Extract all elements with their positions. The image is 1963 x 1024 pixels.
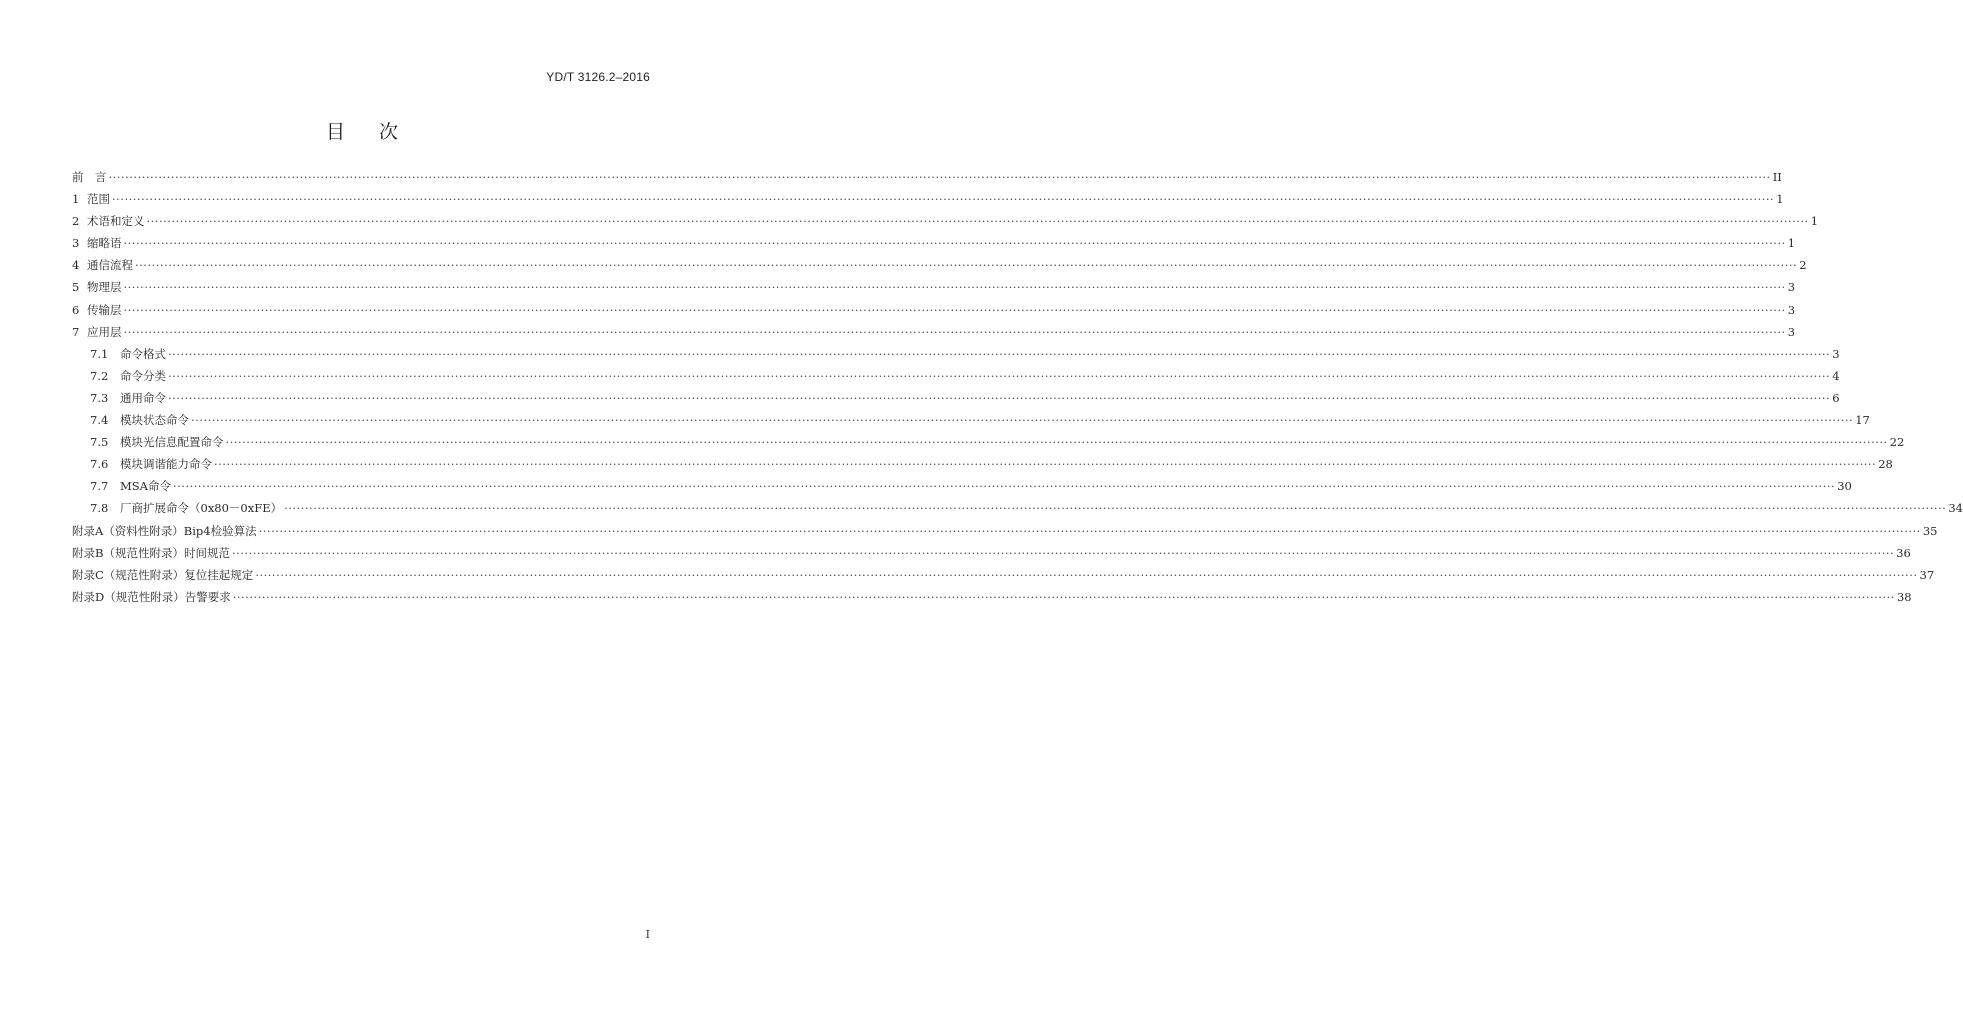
toc-entry-number: 1	[72, 192, 80, 207]
toc-entry-page: 2	[1799, 258, 1807, 273]
toc-entry-number: 7.8	[90, 501, 109, 516]
toc-entry-page: 1	[1787, 236, 1796, 251]
toc-entry-label: 模块光信息配置命令	[120, 435, 224, 450]
toc-entry[interactable]	[72, 299, 1796, 321]
toc-entry-page: 1	[1810, 214, 1819, 229]
toc-entry[interactable]	[72, 343, 1840, 365]
toc-entry[interactable]	[72, 210, 1819, 232]
toc-entry-number: 4	[72, 258, 80, 273]
toc-entry[interactable]	[72, 166, 1782, 188]
toc-entry-label: 前 言	[72, 170, 107, 184]
toc-entry-label: 附录B（规范性附录）时间规范	[72, 545, 230, 560]
toc-leader-dots: ················································································································································································································································································································································································································	[146, 214, 1809, 229]
toc-entry-page: 6	[1832, 390, 1840, 405]
toc-entry-page: II	[1772, 170, 1782, 184]
toc-leader-dots: ················································································································································································································································································································································································································	[123, 280, 1786, 295]
toc-entry-label: 附录C（规范性附录）复位挂起规定	[72, 567, 254, 582]
toc-entry-number: 7.7	[90, 479, 109, 494]
toc-entry-number: 6	[72, 302, 80, 317]
toc-entry-page: 36	[1896, 545, 1911, 560]
toc-entry-page: 3	[1787, 324, 1796, 339]
toc-entry-label: 术语和定义	[87, 214, 145, 229]
toc-entry-page: 38	[1896, 589, 1912, 604]
table-of-contents	[72, 166, 1963, 608]
toc-entry-number: 7.1	[90, 346, 109, 361]
toc-entry[interactable]	[72, 564, 1935, 586]
toc-entry-page: 17	[1855, 413, 1870, 428]
toc-leader-dots: ················································································································································································································································································································································································································	[108, 170, 1771, 184]
toc-entry-label: 附录A（资料性附录）Bip4检验算法	[72, 523, 257, 538]
toc-entry-page: 30	[1837, 479, 1852, 494]
toc-entry-page: 3	[1787, 280, 1796, 295]
toc-entry-page: 34	[1948, 501, 1963, 516]
toc-entry-label: 命令格式	[120, 346, 166, 361]
toc-entry-page: 28	[1878, 457, 1893, 472]
toc-entry[interactable]	[72, 431, 1905, 453]
page-number: I	[645, 928, 650, 941]
toc-leader-dots: ················································································································································································································································································································································································································	[231, 545, 1895, 560]
toc-leader-dots: ················································································································································································································································································································································································································	[168, 346, 1831, 361]
toc-entry-page: 35	[1922, 523, 1938, 538]
toc-leader-dots: ················································································································································································································································································································································································································	[172, 479, 1836, 494]
page-title: 目次	[325, 121, 432, 143]
toc-entry[interactable]	[72, 542, 1911, 564]
toc-entry[interactable]	[72, 188, 1784, 210]
toc-leader-dots: ················································································································································································································································································································································································································	[191, 413, 1854, 428]
toc-entry-label: 物理层	[87, 280, 122, 295]
toc-entry[interactable]	[72, 232, 1796, 254]
toc-leader-dots: ················································································································································································································································································································································································································	[168, 390, 1831, 405]
toc-leader-dots: ················································································································································································································································································································································································································	[123, 236, 1786, 251]
toc-entry-page: 3	[1787, 302, 1796, 317]
toc-entry-number: 5	[72, 280, 80, 295]
toc-entry-label: MSA命令	[120, 479, 171, 494]
toc-entry-label: 应用层	[87, 324, 122, 339]
toc-entry-label: 模块调谐能力命令	[120, 457, 212, 472]
toc-entry-label: 通用命令	[120, 390, 166, 405]
toc-leader-dots: ················································································································································································································································································································································································································	[123, 324, 1786, 339]
toc-entry[interactable]	[72, 409, 1870, 431]
toc-entry[interactable]	[72, 387, 1840, 409]
document-code: YD/T 3126.2–2016	[546, 70, 650, 84]
toc-entry[interactable]	[72, 276, 1796, 298]
toc-entry[interactable]	[72, 586, 1912, 608]
toc-entry[interactable]	[72, 497, 1963, 519]
toc-leader-dots: ················································································································································································································································································································································································································	[232, 589, 1895, 604]
toc-entry-number: 7.3	[90, 390, 109, 405]
toc-entry[interactable]	[72, 254, 1807, 276]
toc-entry-label: 传输层	[87, 302, 122, 317]
toc-leader-dots: ················································································································································································································································································································································································································	[284, 501, 1947, 516]
toc-leader-dots: ················································································································································································································································································································································································································	[214, 457, 1877, 472]
toc-entry-page: 3	[1832, 346, 1840, 361]
toc-entry-number: 7	[72, 324, 80, 339]
toc-entry[interactable]	[72, 453, 1893, 475]
toc-entry-label: 缩略语	[87, 236, 122, 251]
toc-entry-number: 7.2	[90, 368, 109, 383]
toc-entry-label: 附录D（规范性附录）告警要求	[72, 589, 231, 604]
toc-entry-label: 通信流程	[87, 258, 133, 273]
toc-entry-page: 1	[1776, 192, 1784, 207]
toc-leader-dots: ················································································································································································································································································································································································································	[168, 368, 1831, 383]
toc-leader-dots: ················································································································································································································································································································································································································	[255, 567, 1918, 582]
toc-entry-number: 7.5	[90, 435, 109, 450]
toc-entry[interactable]	[72, 475, 1852, 497]
toc-entry-number: 2	[72, 214, 80, 229]
toc-entry-page: 37	[1919, 567, 1935, 582]
toc-leader-dots: ················································································································································································································································································································································································································	[135, 258, 1798, 273]
toc-entry-number: 7.4	[90, 413, 109, 428]
toc-leader-dots: ················································································································································································································································································································································································································	[225, 435, 1888, 450]
toc-entry-label: 命令分类	[120, 368, 166, 383]
toc-entry-page: 22	[1889, 435, 1905, 450]
toc-leader-dots: ················································································································································································································································································································································································································	[258, 523, 1921, 538]
toc-leader-dots: ················································································································································································································································································································································································································	[112, 192, 1775, 207]
toc-leader-dots: ················································································································································································································································································································································································································	[123, 302, 1786, 317]
toc-entry-number: 7.6	[90, 457, 109, 472]
toc-entry[interactable]	[72, 365, 1840, 387]
toc-entry-page: 4	[1832, 368, 1840, 383]
toc-entry[interactable]	[72, 520, 1938, 542]
toc-entry[interactable]	[72, 321, 1796, 343]
toc-entry-label: 模块状态命令	[120, 413, 189, 428]
toc-entry-label: 厂商扩展命令（0x80－0xFE）	[120, 501, 283, 516]
toc-entry-number: 3	[72, 236, 80, 251]
toc-entry-label: 范围	[87, 192, 110, 207]
